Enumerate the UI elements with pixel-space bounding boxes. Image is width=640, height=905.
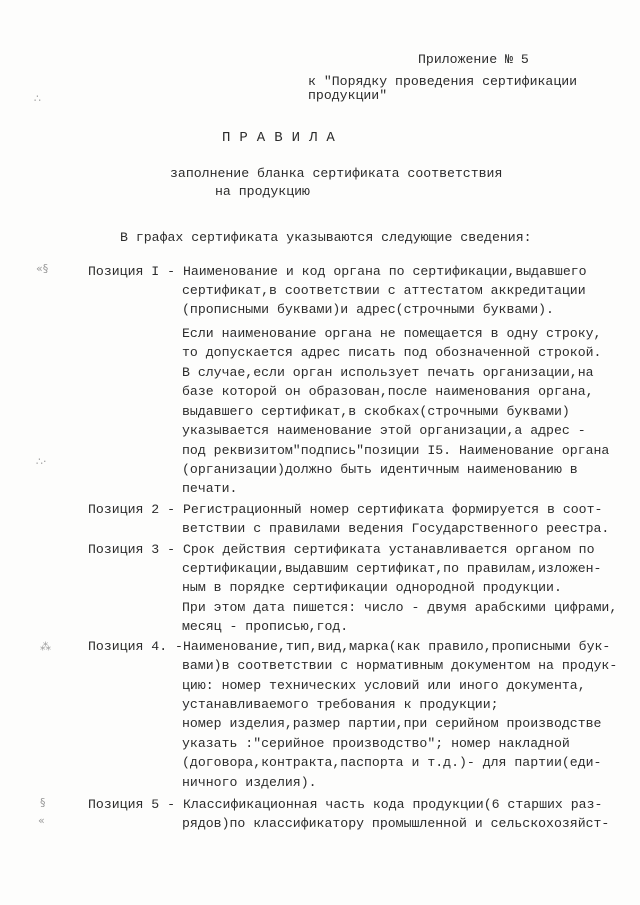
document-title: ПРАВИЛА bbox=[222, 130, 344, 146]
body-line: Позиция 3 - Срок действия сертификата устанавливается органом по bbox=[88, 542, 595, 557]
body-line: сертификат,в соответствии с аттестатом аккредитации bbox=[182, 283, 586, 298]
body-line: устанавливаемого требования к продукции; bbox=[182, 697, 499, 712]
margin-mark: ∴· bbox=[36, 455, 47, 468]
body-line: месяц - прописью,год. bbox=[182, 619, 349, 634]
subtitle-line-1: заполнение бланка сертификата соответствия bbox=[170, 166, 503, 181]
body-line: Позиция 4. -Наименование,тип,вид,марка(как правило,прописными бук- bbox=[88, 639, 611, 654]
body-line: Позиция 5 - Классификационная часть кода продукции(6 старших раз- bbox=[88, 797, 603, 812]
body-line: ным в порядке сертификации однородной продукции. bbox=[182, 580, 562, 595]
body-line: номер изделия,размер партии,при серийном производстве bbox=[182, 716, 602, 731]
intro-text: В графах сертификата указываются следующие сведения: bbox=[120, 230, 532, 245]
body-line: базе которой он образован,после наименования органа, bbox=[182, 384, 594, 399]
annex-line-1: Приложение № 5 bbox=[418, 52, 529, 67]
body-line: выдавшего сертификат,в скобках(строчными буквами) bbox=[182, 404, 570, 419]
body-line: вами)в соответствии с нормативным документом на продук- bbox=[182, 658, 618, 673]
margin-mark: «§ bbox=[36, 262, 49, 275]
body-line: В случае,если орган использует печать организации,на bbox=[182, 365, 594, 380]
body-line: При этом дата пишется: число - двумя арабскими цифрами, bbox=[182, 600, 618, 615]
body-line: указывается наименование этой организации,а адрес - bbox=[182, 423, 586, 438]
body-line: рядов)по классификатору промышленной и сельскохозяйст- bbox=[182, 816, 610, 831]
body-line: ветствии с правилами ведения Государственного реестра. bbox=[182, 521, 610, 536]
body-line: (прописными буквами)и адрес(строчными буквами). bbox=[182, 302, 554, 317]
body-line: цию: номер технических условий или иного документа, bbox=[182, 678, 586, 693]
body-line: Позиция 2 - Регистрационный номер сертификата формируется в соот- bbox=[88, 502, 603, 517]
annex-line-3: продукции" bbox=[308, 88, 388, 103]
body-line: Позиция I - Наименование и код органа по сертификации,выдавшего bbox=[88, 264, 587, 279]
body-line: (договора,контракта,паспорта и т.д.)- для партии(еди- bbox=[182, 755, 602, 770]
body-line: сертификации,выдавшим сертификат,по правилам,изложен- bbox=[182, 561, 602, 576]
body-line: ничного изделия). bbox=[182, 775, 317, 790]
margin-mark: § bbox=[40, 796, 46, 809]
body-line: Если наименование органа не помещается в одну строку, bbox=[182, 326, 602, 341]
body-line: то допускается адрес писать под обозначенной строкой. bbox=[182, 345, 602, 360]
margin-mark: ⁂ bbox=[40, 640, 51, 653]
body-line: указать :"серийное производство"; номер накладной bbox=[182, 736, 570, 751]
body-line: (организации)должно быть идентичным наименованию в bbox=[182, 462, 578, 477]
margin-mark: « bbox=[38, 814, 45, 827]
subtitle-line-2: на продукцию bbox=[215, 184, 310, 199]
body-line: под реквизитом"подпись"позиции I5. Наименование органа bbox=[182, 443, 610, 458]
annex-line-2: к "Порядку проведения сертификации bbox=[308, 74, 578, 89]
margin-mark: ∴ bbox=[34, 92, 41, 105]
body-line: печати. bbox=[182, 481, 238, 496]
